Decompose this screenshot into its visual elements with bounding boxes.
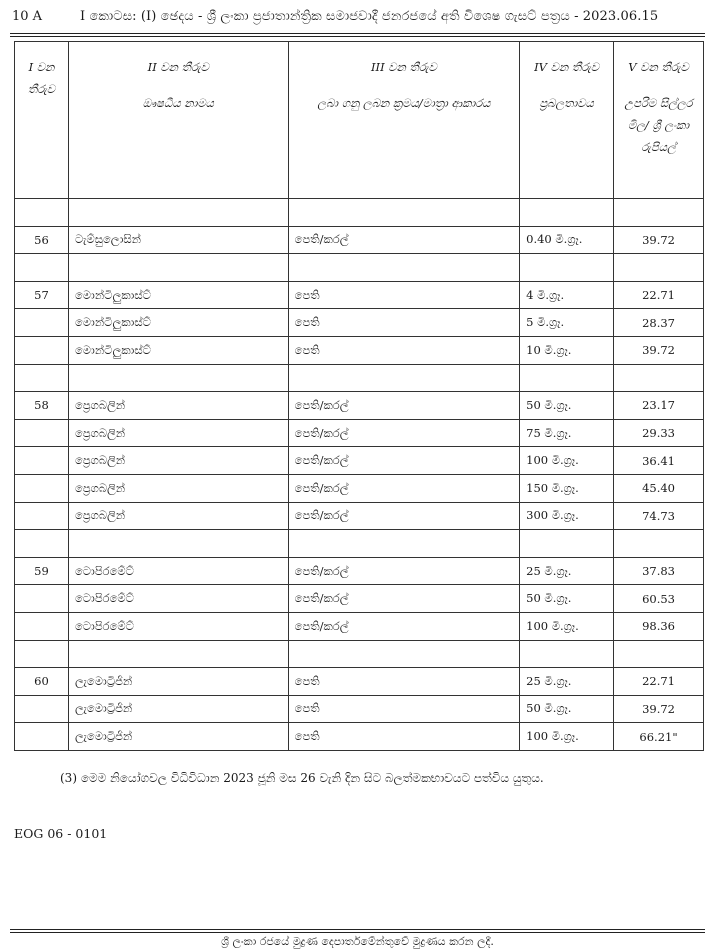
strength-cell: 10 මි.ග්‍රෑ. bbox=[520, 336, 614, 364]
header-rule bbox=[10, 33, 705, 34]
item-number-cell bbox=[15, 254, 69, 282]
drug-name-cell: ප්‍රෙගබලින් bbox=[68, 474, 288, 502]
footer-rule bbox=[10, 932, 705, 933]
item-number-cell bbox=[15, 474, 69, 502]
column-header-1 bbox=[15, 42, 69, 199]
dosage-form-cell: පෙති bbox=[288, 309, 520, 337]
strength-cell: 25 මි.ග්‍රෑ. bbox=[520, 668, 614, 696]
dosage-form-cell bbox=[288, 530, 520, 558]
item-number-cell: 57 bbox=[15, 281, 69, 309]
drug-name-cell: ටොපිරමේට් bbox=[68, 585, 288, 613]
dosage-form-cell bbox=[288, 199, 520, 227]
header-rule bbox=[10, 36, 705, 37]
table-row bbox=[15, 502, 704, 530]
item-number-cell bbox=[15, 585, 69, 613]
item-number-cell bbox=[15, 695, 69, 723]
table-row bbox=[15, 364, 704, 392]
max-retail-price-cell bbox=[614, 254, 704, 282]
max-retail-price-cell: 74.73 bbox=[614, 502, 704, 530]
max-retail-price-cell: 36.41 bbox=[614, 447, 704, 475]
drug-name-cell bbox=[68, 530, 288, 558]
dosage-form-cell bbox=[288, 640, 520, 668]
item-number-cell bbox=[15, 447, 69, 475]
table-row bbox=[15, 640, 704, 668]
strength-cell: 4 මි.ග්‍රෑ. bbox=[520, 281, 614, 309]
dosage-form-cell bbox=[288, 364, 520, 392]
max-retail-price-cell: 22.71 bbox=[614, 668, 704, 696]
drug-name-cell bbox=[68, 254, 288, 282]
column-header-2 bbox=[68, 42, 288, 199]
drug-name-cell: මොන්ටිලුකාස්ට් bbox=[68, 309, 288, 337]
dosage-form-cell: පෙති/කරල් bbox=[288, 612, 520, 640]
max-retail-price-cell: 39.72 bbox=[614, 695, 704, 723]
item-number-cell bbox=[15, 612, 69, 640]
strength-cell bbox=[520, 530, 614, 558]
item-number-cell: 56 bbox=[15, 226, 69, 254]
strength-cell: 75 මි.ග්‍රෑ. bbox=[520, 419, 614, 447]
table-row bbox=[15, 557, 704, 585]
strength-cell: 5 මි.ග්‍රෑ. bbox=[520, 309, 614, 337]
drug-name-cell bbox=[68, 364, 288, 392]
column-header-5 bbox=[614, 42, 704, 199]
max-retail-price-cell: 39.72 bbox=[614, 226, 704, 254]
table-row bbox=[15, 419, 704, 447]
footer-rule bbox=[10, 929, 705, 930]
max-retail-price-cell bbox=[614, 199, 704, 227]
item-number-cell bbox=[15, 309, 69, 337]
drug-name-cell: ටැම්සුලොසින් bbox=[68, 226, 288, 254]
strength-cell: 300 මි.ග්‍රෑ. bbox=[520, 502, 614, 530]
drug-name-cell: ලැමොට්‍රිජින් bbox=[68, 695, 288, 723]
strength-cell: 100 මි.ග්‍රෑ. bbox=[520, 447, 614, 475]
max-retail-price-cell: 28.37 bbox=[614, 309, 704, 337]
item-number-cell bbox=[15, 530, 69, 558]
column-title: V වන තීරුව bbox=[628, 60, 689, 74]
strength-cell bbox=[520, 254, 614, 282]
drug-name-cell: මොන්ටිලුකාස්ට් bbox=[68, 281, 288, 309]
max-retail-price-cell: 23.17 bbox=[614, 392, 704, 420]
strength-cell: 150 මි.ග්‍රෑ. bbox=[520, 474, 614, 502]
printer-footer: ශ්‍රී ලංකා රජයේ මුද්‍රණ දෙපාර්තමේන්තුවේ මුද්‍රණය කරන ලදී. bbox=[221, 935, 494, 948]
column-subtitle: ලබා ගනු ලබන ක්‍රමය/මාත්‍රා ආකාරය bbox=[317, 96, 491, 110]
max-retail-price-cell: 45.40 bbox=[614, 474, 704, 502]
column-header-4 bbox=[520, 42, 614, 199]
max-retail-price-cell: 29.33 bbox=[614, 419, 704, 447]
strength-cell: 50 මි.ග්‍රෑ. bbox=[520, 695, 614, 723]
column-title: I වන තීරුව bbox=[27, 60, 56, 96]
table-row bbox=[15, 226, 704, 254]
strength-cell bbox=[520, 364, 614, 392]
dosage-form-cell: පෙති/කරල් bbox=[288, 226, 520, 254]
dosage-form-cell: පෙති bbox=[288, 281, 520, 309]
table-row bbox=[15, 199, 704, 227]
page-header bbox=[10, 6, 705, 36]
strength-cell: 50 මි.ග්‍රෑ. bbox=[520, 392, 614, 420]
column-subtitle: උපරිම සිල්ලර මිල/ ශ්‍රී ලංකා රුපියල් bbox=[624, 96, 693, 154]
dosage-form-cell: පෙති bbox=[288, 723, 520, 751]
item-number-cell: 58 bbox=[15, 392, 69, 420]
document-code: EOG 06 - 0101 bbox=[14, 826, 108, 841]
strength-cell: 0.40 මි.ග්‍රෑ. bbox=[520, 226, 614, 254]
dosage-form-cell: පෙති/කරල් bbox=[288, 392, 520, 420]
table-row bbox=[15, 447, 704, 475]
table-row bbox=[15, 668, 704, 696]
table-row bbox=[15, 392, 704, 420]
drug-name-cell: ලැමොට්‍රිජින් bbox=[68, 723, 288, 751]
item-number-cell: 60 bbox=[15, 668, 69, 696]
column-title: II වන තීරුව bbox=[147, 60, 209, 74]
item-number-cell bbox=[15, 199, 69, 227]
column-subtitle: ප්‍රබලතාවය bbox=[539, 96, 594, 110]
strength-cell: 100 මි.ග්‍රෑ. bbox=[520, 612, 614, 640]
item-number-cell bbox=[15, 640, 69, 668]
strength-cell: 100 මි.ග්‍රෑ. bbox=[520, 723, 614, 751]
max-retail-price-cell bbox=[614, 530, 704, 558]
drug-name-cell: ප්‍රෙගබලින් bbox=[68, 419, 288, 447]
dosage-form-cell: පෙති bbox=[288, 695, 520, 723]
drug-name-cell: ටොපිරමේට් bbox=[68, 612, 288, 640]
drug-name-cell: ප්‍රෙගබලින් bbox=[68, 502, 288, 530]
column-subtitle: ඖෂධීය නාමය bbox=[142, 96, 214, 110]
drug-name-cell: ලැමොට්‍රිජින් bbox=[68, 668, 288, 696]
dosage-form-cell: පෙති/කරල් bbox=[288, 474, 520, 502]
table-row bbox=[15, 695, 704, 723]
price-table bbox=[14, 41, 704, 751]
item-number-cell bbox=[15, 419, 69, 447]
dosage-form-cell: පෙති/කරල් bbox=[288, 419, 520, 447]
column-title: IV වන තීරුව bbox=[534, 60, 600, 74]
table-row bbox=[15, 723, 704, 751]
table-row bbox=[15, 254, 704, 282]
max-retail-price-cell: 37.83 bbox=[614, 557, 704, 585]
drug-name-cell: ටොපිරමේට් bbox=[68, 557, 288, 585]
table-row bbox=[15, 474, 704, 502]
regulation-note: (3) මෙම නියෝගවල විධිවිධාන 2023 ජූනි මස 26 වැනි දින සිට බලත්මකභාවයට පත්විය යුතුය. bbox=[60, 771, 544, 785]
dosage-form-cell: පෙති/කරල් bbox=[288, 557, 520, 585]
strength-cell bbox=[520, 199, 614, 227]
table-body bbox=[15, 199, 704, 751]
drug-name-cell bbox=[68, 640, 288, 668]
page-number: 10 A bbox=[12, 9, 43, 24]
column-header-3 bbox=[288, 42, 520, 199]
table-row bbox=[15, 612, 704, 640]
strength-cell: 25 මි.ග්‍රෑ. bbox=[520, 557, 614, 585]
max-retail-price-cell: 66.21" bbox=[614, 723, 704, 751]
dosage-form-cell: පෙති bbox=[288, 336, 520, 364]
table-row bbox=[15, 281, 704, 309]
max-retail-price-cell: 60.53 bbox=[614, 585, 704, 613]
table-row bbox=[15, 530, 704, 558]
item-number-cell bbox=[15, 723, 69, 751]
dosage-form-cell: පෙති/කරල් bbox=[288, 585, 520, 613]
table-row bbox=[15, 309, 704, 337]
column-title: III වන තීරුව bbox=[370, 60, 437, 74]
dosage-form-cell: පෙති/කරල් bbox=[288, 502, 520, 530]
max-retail-price-cell: 39.72 bbox=[614, 336, 704, 364]
table-header-row bbox=[15, 42, 704, 199]
item-number-cell bbox=[15, 336, 69, 364]
max-retail-price-cell bbox=[614, 364, 704, 392]
dosage-form-cell bbox=[288, 254, 520, 282]
max-retail-price-cell bbox=[614, 640, 704, 668]
strength-cell: 50 මි.ග්‍රෑ. bbox=[520, 585, 614, 613]
max-retail-price-cell: 98.36 bbox=[614, 612, 704, 640]
item-number-cell: 59 bbox=[15, 557, 69, 585]
table-row bbox=[15, 585, 704, 613]
dosage-form-cell: පෙති bbox=[288, 668, 520, 696]
item-number-cell bbox=[15, 364, 69, 392]
drug-name-cell: මොන්ටිලුකාස්ට් bbox=[68, 336, 288, 364]
drug-name-cell: ප්‍රෙගබලින් bbox=[68, 447, 288, 475]
item-number-cell bbox=[15, 502, 69, 530]
drug-name-cell: ප්‍රෙගබලින් bbox=[68, 392, 288, 420]
dosage-form-cell: පෙති/කරල් bbox=[288, 447, 520, 475]
drug-name-cell bbox=[68, 199, 288, 227]
max-retail-price-cell: 22.71 bbox=[614, 281, 704, 309]
gazette-title: I කොටස: (I) ඡෙදය - ශ්‍රී ලංකා ප්‍රජාතාන්ත්‍රික සමාජවාදී ජනරජයේ අති විශෙෂ ගැසට් පත්‍රය - 2023.06.15 bbox=[80, 9, 659, 24]
table-row bbox=[15, 336, 704, 364]
strength-cell bbox=[520, 640, 614, 668]
